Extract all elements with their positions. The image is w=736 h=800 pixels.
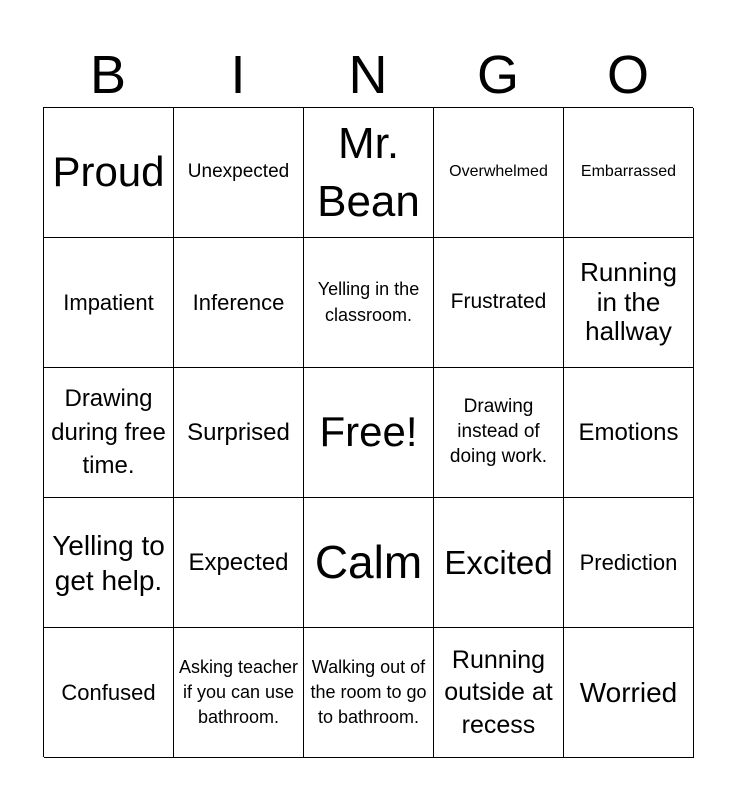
bingo-cell[interactable]: Mr. Bean: [304, 108, 434, 238]
bingo-cell[interactable]: Unexpected: [174, 108, 304, 238]
bingo-board: [43, 107, 693, 757]
bingo-cell[interactable]: Proud: [44, 108, 174, 238]
bingo-cell[interactable]: Drawing during free time.: [44, 368, 174, 498]
bingo-cell[interactable]: Surprised: [174, 368, 304, 498]
header-letter-o: O: [606, 45, 649, 105]
bingo-cell[interactable]: Yelling in the classroom.: [304, 238, 434, 368]
bingo-cell[interactable]: Calm: [304, 498, 434, 628]
bingo-cell[interactable]: Excited: [434, 498, 564, 628]
bingo-cell[interactable]: Inference: [174, 238, 304, 368]
bingo-cell[interactable]: Yelling to get help.: [44, 498, 174, 628]
bingo-cell[interactable]: Free!: [304, 368, 434, 498]
header-letter-n: N: [348, 45, 388, 105]
header-letter-i: I: [230, 45, 246, 105]
bingo-cell[interactable]: Prediction: [564, 498, 694, 628]
bingo-cell[interactable]: Expected: [174, 498, 304, 628]
header-letter-g: G: [476, 45, 519, 105]
header-letter-b: B: [89, 45, 127, 105]
bingo-cell[interactable]: Emotions: [564, 368, 694, 498]
bingo-cell[interactable]: Running in the hallway: [564, 238, 694, 368]
bingo-cell[interactable]: Worried: [564, 628, 694, 758]
bingo-header: [43, 44, 693, 106]
bingo-cell[interactable]: Running outside at recess: [434, 628, 564, 758]
bingo-cell[interactable]: Overwhelmed: [434, 108, 564, 238]
bingo-cell[interactable]: Frustrated: [434, 238, 564, 368]
bingo-cell[interactable]: Embarrassed: [564, 108, 694, 238]
bingo-cell[interactable]: Asking teacher if you can use bathroom.: [174, 628, 304, 758]
bingo-cell[interactable]: Walking out of the room to go to bathroom.: [304, 628, 434, 758]
bingo-cell[interactable]: Confused: [44, 628, 174, 758]
bingo-cell[interactable]: Impatient: [44, 238, 174, 368]
bingo-cell[interactable]: Drawing instead of doing work.: [434, 368, 564, 498]
